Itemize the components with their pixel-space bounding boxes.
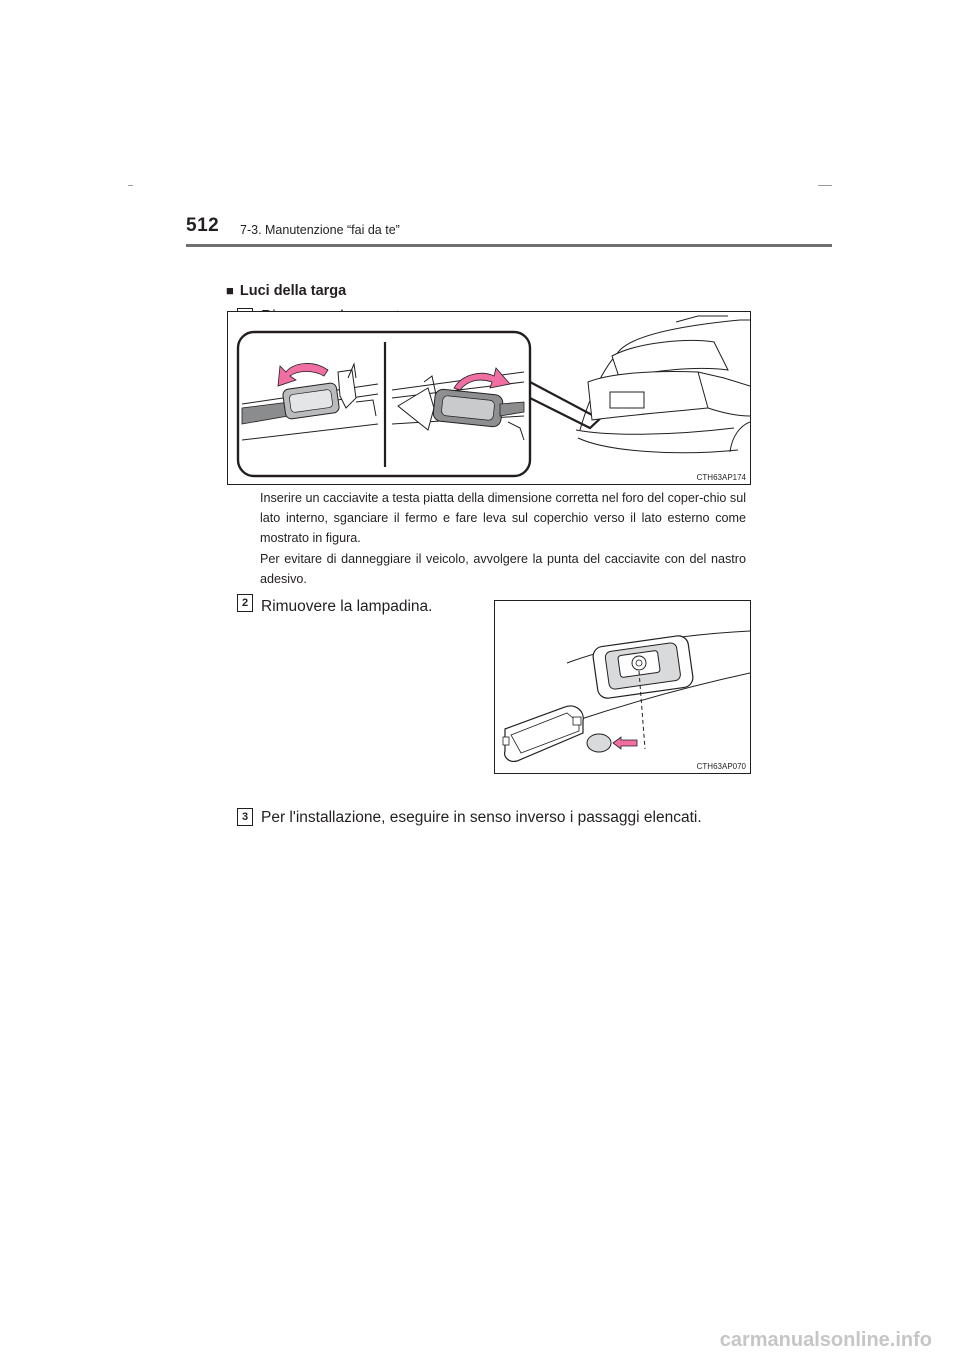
step-text-3: Per l'installazione, eseguire in senso inverso i passaggi elencati. <box>261 809 702 826</box>
subsection-heading <box>226 283 346 299</box>
watermark: carmanualsonline.info <box>719 1329 932 1351</box>
heading-title: Luci della targa <box>239 283 347 299</box>
step-number-2: 2 <box>237 594 253 612</box>
step-text-2: Rimuovere la lampadina. <box>261 598 433 615</box>
step-number-3: 3 <box>237 808 253 826</box>
note-2: Per evitare di danneggiare il veicolo, avvolgere la punta del cacciavite con del nastro adesivo. <box>260 552 746 586</box>
corner-tick-right <box>818 185 832 186</box>
note-1: Inserire un cacciavite a testa piatta della dimensione corretta nel foro del coper-chio sul lato interno, sganciare il fermo e fare leva sul coperchio verso il lato esterno come mostrato in figura. <box>260 491 746 545</box>
figure-2-illustration <box>495 601 750 773</box>
heading-marker: ■ <box>226 283 234 298</box>
figure-1 <box>227 311 751 485</box>
section-title: 7-3. Manutenzione “fai da te” <box>240 223 400 237</box>
insert-arrow <box>613 737 637 749</box>
corner-tick-left <box>128 185 133 186</box>
figure-1-code: CTH63AP174 <box>696 473 746 482</box>
page-number: 512 <box>186 215 220 236</box>
figure-1-illustration <box>228 312 750 484</box>
header-rule <box>186 244 832 247</box>
figure-2-code: CTH63AP070 <box>696 762 746 771</box>
figure-2 <box>494 600 751 774</box>
